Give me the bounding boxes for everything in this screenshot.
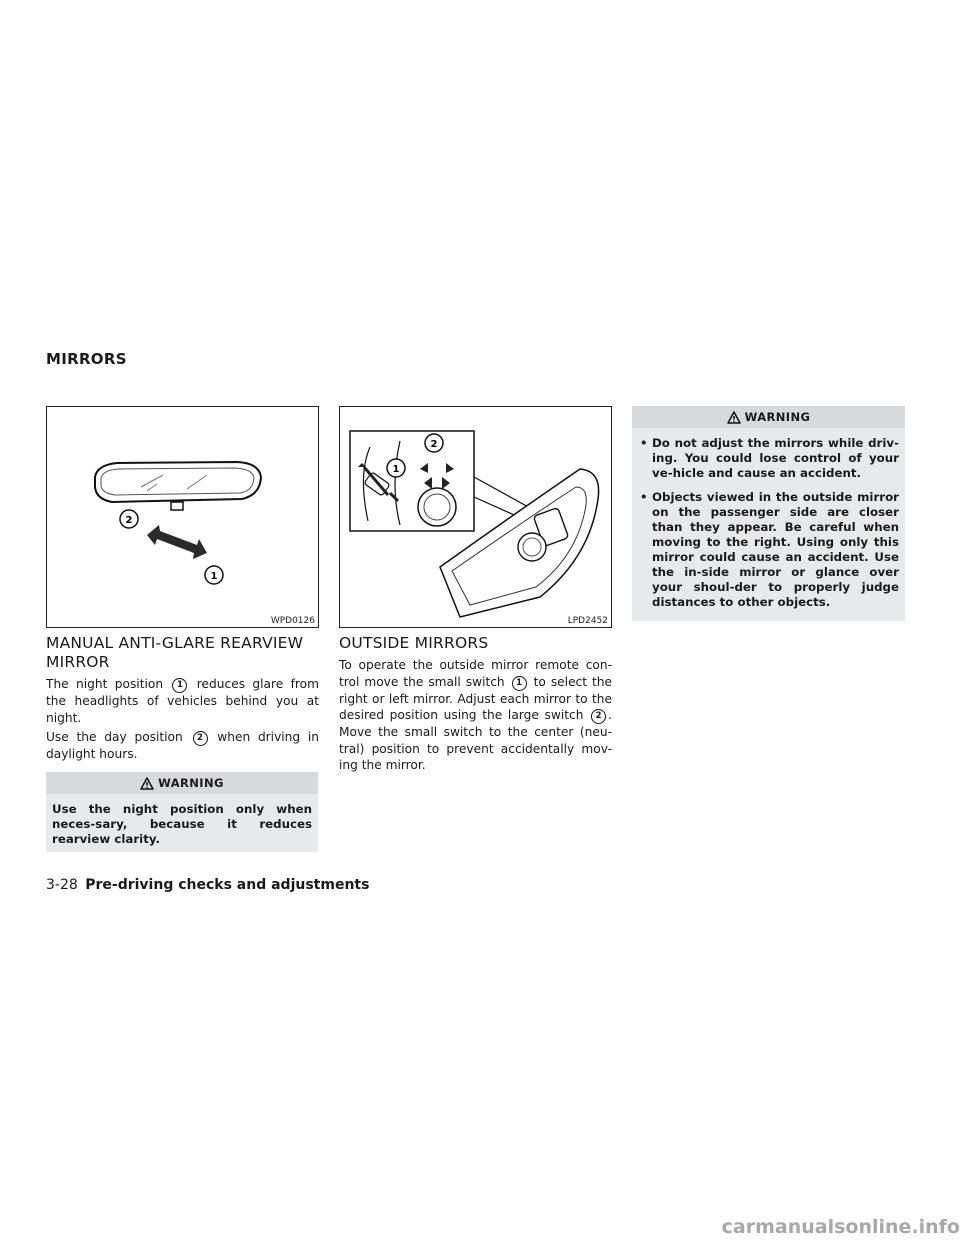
page-footer bbox=[46, 877, 369, 893]
warning-item: • Objects viewed in the outside mirror on the passenger side are closer than they appear. Be careful when moving to the right. Using only this mirror could cause an accident. Use the in-side mirror or glance over your shoul-der to properly judge distances to other objects. bbox=[638, 490, 899, 610]
callout-marker-1: 1 bbox=[172, 678, 187, 693]
chapter-title: Pre-driving checks and adjustments bbox=[85, 877, 370, 893]
watermark: carmanualsonline.info bbox=[721, 1216, 960, 1238]
callout-1: 1 bbox=[210, 571, 218, 582]
warning-box-right bbox=[632, 406, 905, 621]
figure-code: WPD0126 bbox=[270, 616, 315, 626]
outside-mirror-figure bbox=[339, 406, 612, 628]
warning-item: • Do not adjust the mirrors while driv-ing. You could lose control of your ve-hicle and cause an accident. bbox=[638, 436, 899, 481]
rearview-mirror-illustration bbox=[47, 407, 318, 627]
warning-icon bbox=[727, 411, 741, 424]
rearview-mirror-figure bbox=[46, 406, 319, 628]
paragraph-day-position: Use the day position 2 when driving in daylight hours. bbox=[46, 730, 319, 761]
callout-marker-1: 1 bbox=[512, 676, 527, 691]
section-title: MIRRORS bbox=[46, 350, 127, 368]
heading-outside-mirrors: OUTSIDE MIRRORS bbox=[339, 634, 489, 652]
page-number: 3-28 bbox=[46, 877, 78, 893]
paragraph-night-position: The night position 1 reduces glare from the headlights of vehicles behind you at night. bbox=[46, 677, 319, 725]
outside-mirror-switch-illustration bbox=[340, 407, 611, 627]
callout-1: 1 bbox=[392, 464, 400, 475]
warning-box-left bbox=[46, 772, 318, 852]
paragraph-outside-mirrors: To operate the outside mirror remote con-trol move the small switch 1 to select the right or left mirror. Adjust each mirror to the desired position using the large switch 2 . Move the small switch to the center (neu-tral) position to prevent accidentally mov-ing the mirror. bbox=[339, 658, 613, 772]
callout-marker-2: 2 bbox=[193, 731, 208, 746]
heading-anti-glare: MANUAL ANTI-GLARE REARVIEW MIRROR bbox=[46, 634, 304, 671]
figure-code: LPD2452 bbox=[567, 616, 608, 626]
callout-2: 2 bbox=[430, 439, 438, 450]
warning-icon bbox=[140, 777, 154, 790]
warning-text: Use the night position only when neces-sary, because it reduces rearview clarity. bbox=[52, 802, 312, 846]
callout-2: 2 bbox=[125, 515, 133, 526]
callout-marker-2: 2 bbox=[591, 709, 606, 724]
warning-label: WARNING bbox=[158, 776, 224, 790]
warning-label: WARNING bbox=[744, 410, 811, 424]
